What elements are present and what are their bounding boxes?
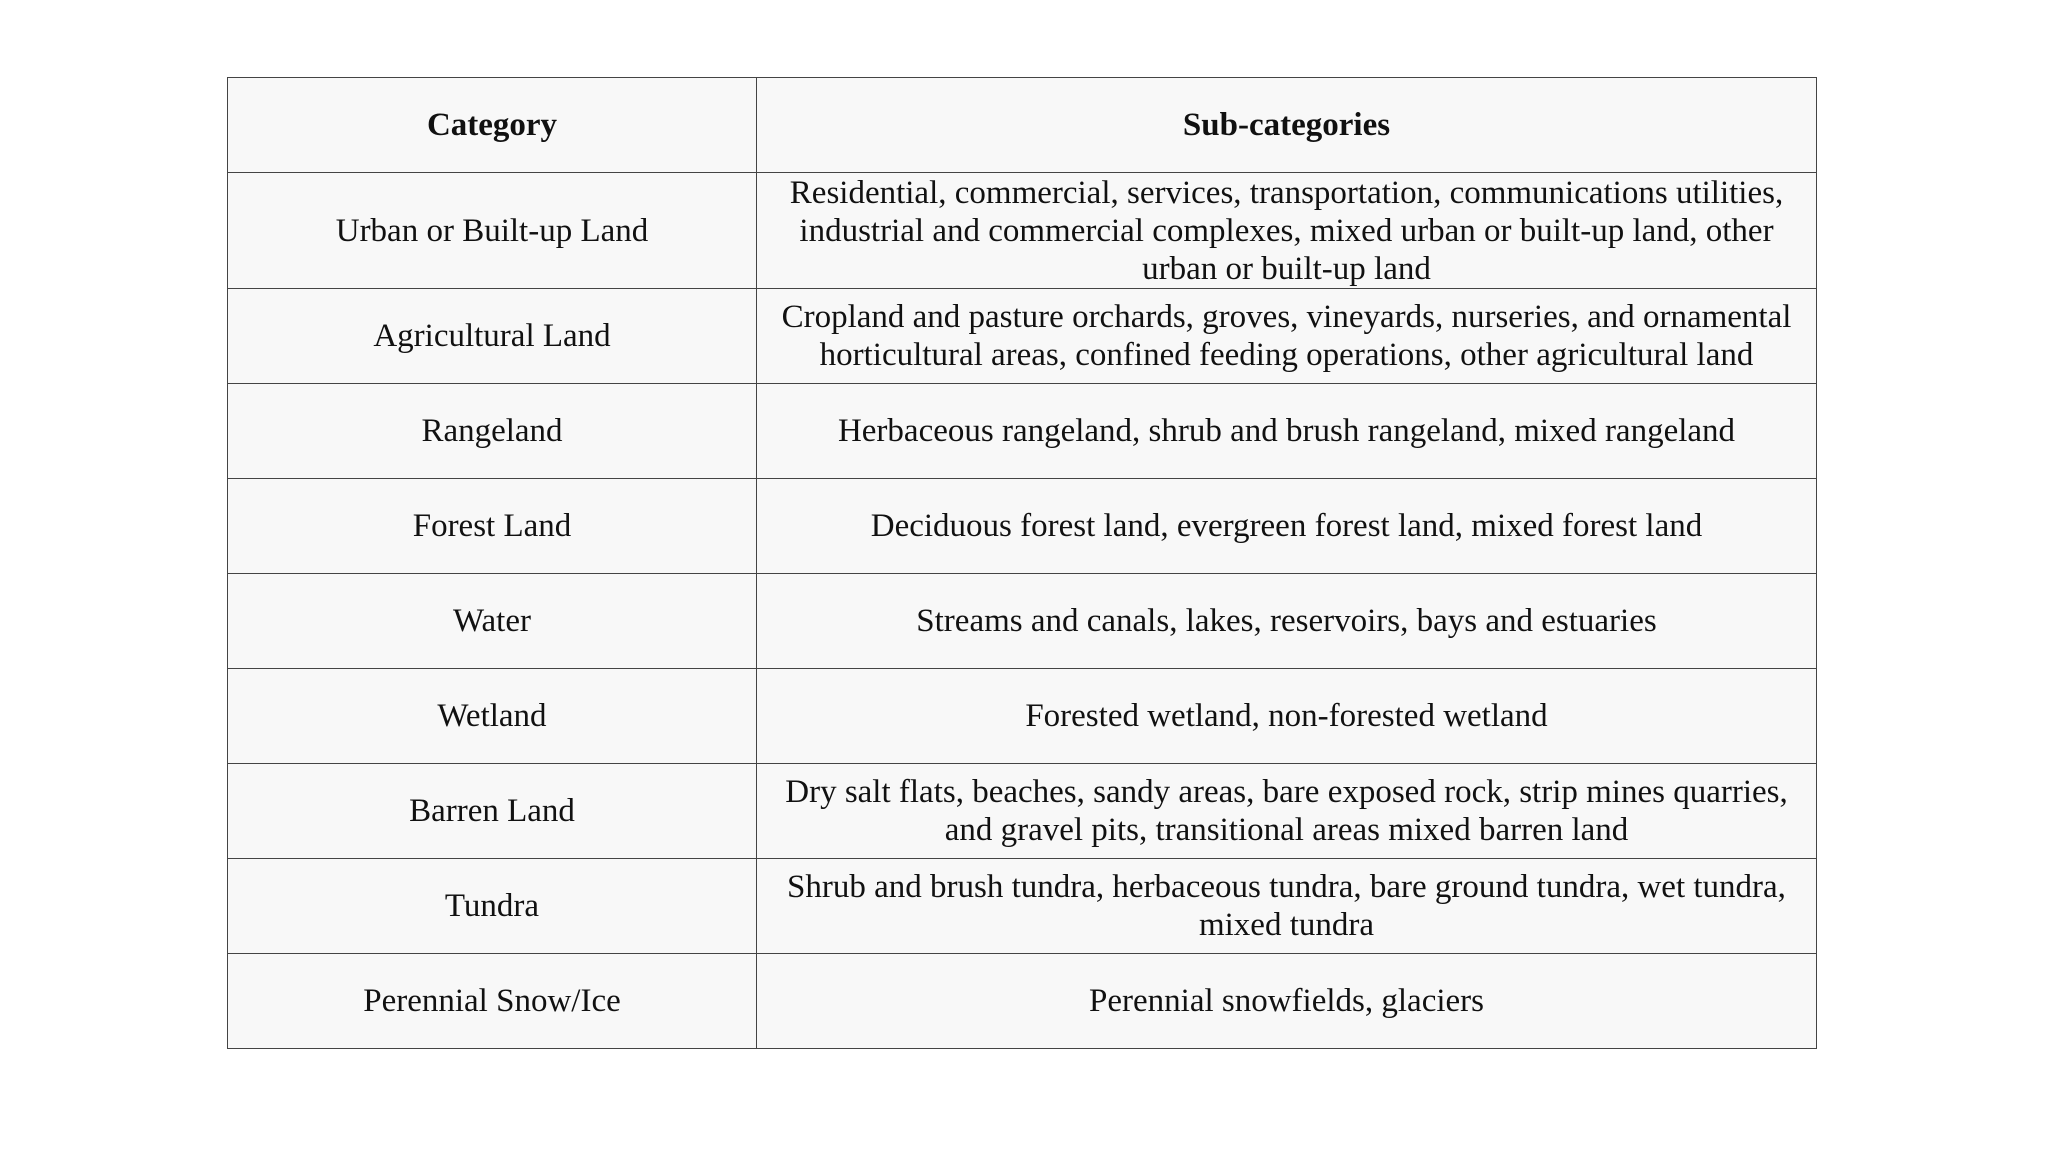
table-row (228, 669, 1817, 764)
subcategories-cell: Streams and canals, lakes, reservoirs, bays and estuaries (757, 574, 1817, 669)
category-cell: Tundra (228, 859, 757, 954)
category-cell: Agricultural Land (228, 289, 757, 384)
subcategories-cell: Forested wetland, non-forested wetland (757, 669, 1817, 764)
category-cell: Barren Land (228, 764, 757, 859)
category-cell: Water (228, 574, 757, 669)
category-cell: Rangeland (228, 384, 757, 479)
subcategories-cell: Deciduous forest land, evergreen forest land, mixed forest land (757, 479, 1817, 574)
table-row (228, 764, 1817, 859)
subcategories-cell: Herbaceous rangeland, shrub and brush rangeland, mixed rangeland (757, 384, 1817, 479)
header-category: Category (228, 78, 757, 173)
category-cell: Wetland (228, 669, 757, 764)
table-row (228, 173, 1817, 289)
table-header-row (228, 78, 1817, 173)
land-use-table-container (227, 77, 1816, 1049)
table-row (228, 384, 1817, 479)
subcategories-cell: Shrub and brush tundra, herbaceous tundra, bare ground tundra, wet tundra, mixed tundra (757, 859, 1817, 954)
table-row (228, 954, 1817, 1049)
land-use-table (227, 77, 1817, 1049)
subcategories-cell: Cropland and pasture orchards, groves, vineyards, nurseries, and ornamental horticultural areas, confined feeding operations, other agricultural land (757, 289, 1817, 384)
header-subcategories: Sub-categories (757, 78, 1817, 173)
subcategories-cell: Perennial snowfields, glaciers (757, 954, 1817, 1049)
table-row (228, 859, 1817, 954)
table-row (228, 479, 1817, 574)
category-cell: Perennial Snow/Ice (228, 954, 757, 1049)
category-cell: Forest Land (228, 479, 757, 574)
subcategories-cell: Residential, commercial, services, transportation, communications utilities, industrial and commercial complexes, mixed urban or built-up land, other urban or built-up land (757, 173, 1817, 289)
category-cell: Urban or Built-up Land (228, 173, 757, 289)
subcategories-cell: Dry salt flats, beaches, sandy areas, bare exposed rock, strip mines quarries, and gravel pits, transitional areas mixed barren land (757, 764, 1817, 859)
table-row (228, 289, 1817, 384)
table-row (228, 574, 1817, 669)
